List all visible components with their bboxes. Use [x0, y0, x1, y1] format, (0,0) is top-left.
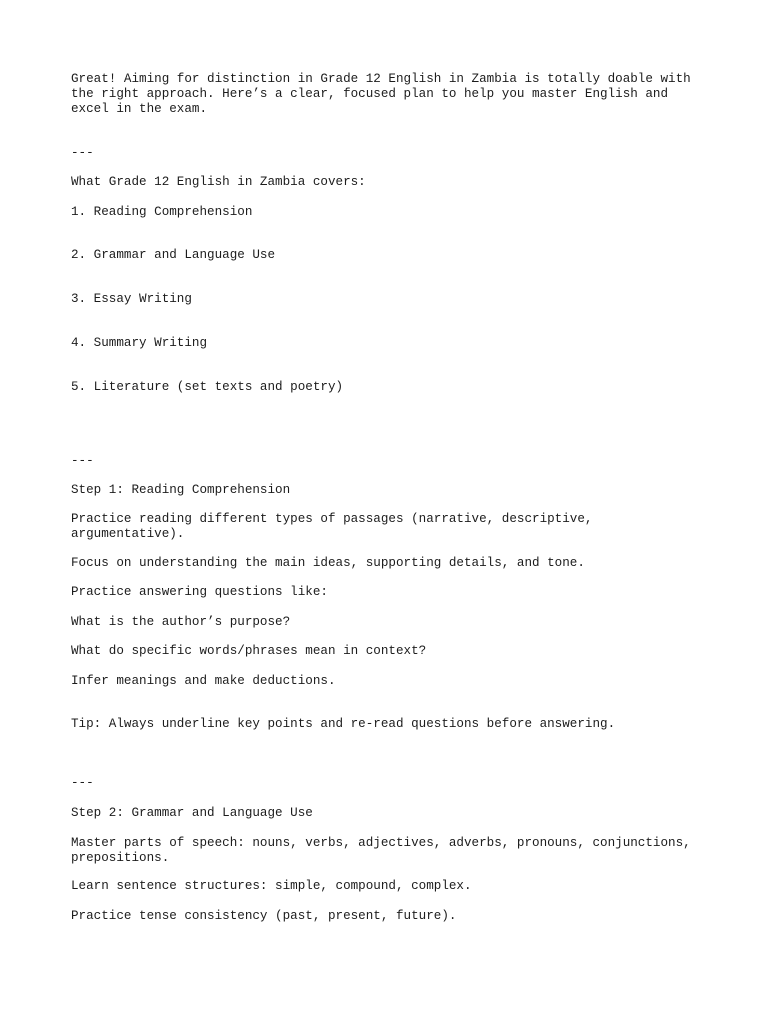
section-divider: --- [71, 776, 94, 790]
intro-paragraph: Great! Aiming for distinction in Grade 12 English in Zambia is totally doable with the right approach. Here’s a clear, focused plan to help you master English and excel in the exam. [71, 72, 699, 116]
step1-line: What do specific words/phrases mean in context? [71, 644, 427, 658]
covers-item: 2. Grammar and Language Use [71, 248, 276, 262]
step1-line: What is the author’s purpose? [71, 615, 291, 629]
step2-line: Master parts of speech: nouns, verbs, adjectives, adverbs, pronouns, conjunctions, prepositions. [71, 836, 699, 865]
covers-item: 5. Literature (set texts and poetry) [71, 380, 344, 394]
covers-item: 1. Reading Comprehension [71, 205, 253, 219]
step1-line: Practice reading different types of passages (narrative, descriptive, argumentative). [71, 512, 601, 541]
step2-heading: Step 2: Grammar and Language Use [71, 806, 313, 820]
step1-tip: Tip: Always underline key points and re-read questions before answering. [71, 717, 616, 731]
section-divider: --- [71, 454, 94, 468]
step2-line: Learn sentence structures: simple, compound, complex. [71, 879, 472, 893]
step2-line: Practice tense consistency (past, present, future). [71, 909, 457, 923]
step1-heading: Step 1: Reading Comprehension [71, 483, 291, 497]
step1-line: Practice answering questions like: [71, 585, 328, 599]
step1-line: Infer meanings and make deductions. [71, 674, 336, 688]
covers-heading: What Grade 12 English in Zambia covers: [71, 175, 366, 189]
covers-item: 3. Essay Writing [71, 292, 192, 306]
step1-line: Focus on understanding the main ideas, supporting details, and tone. [71, 556, 585, 570]
section-divider: --- [71, 146, 94, 160]
covers-item: 4. Summary Writing [71, 336, 208, 350]
